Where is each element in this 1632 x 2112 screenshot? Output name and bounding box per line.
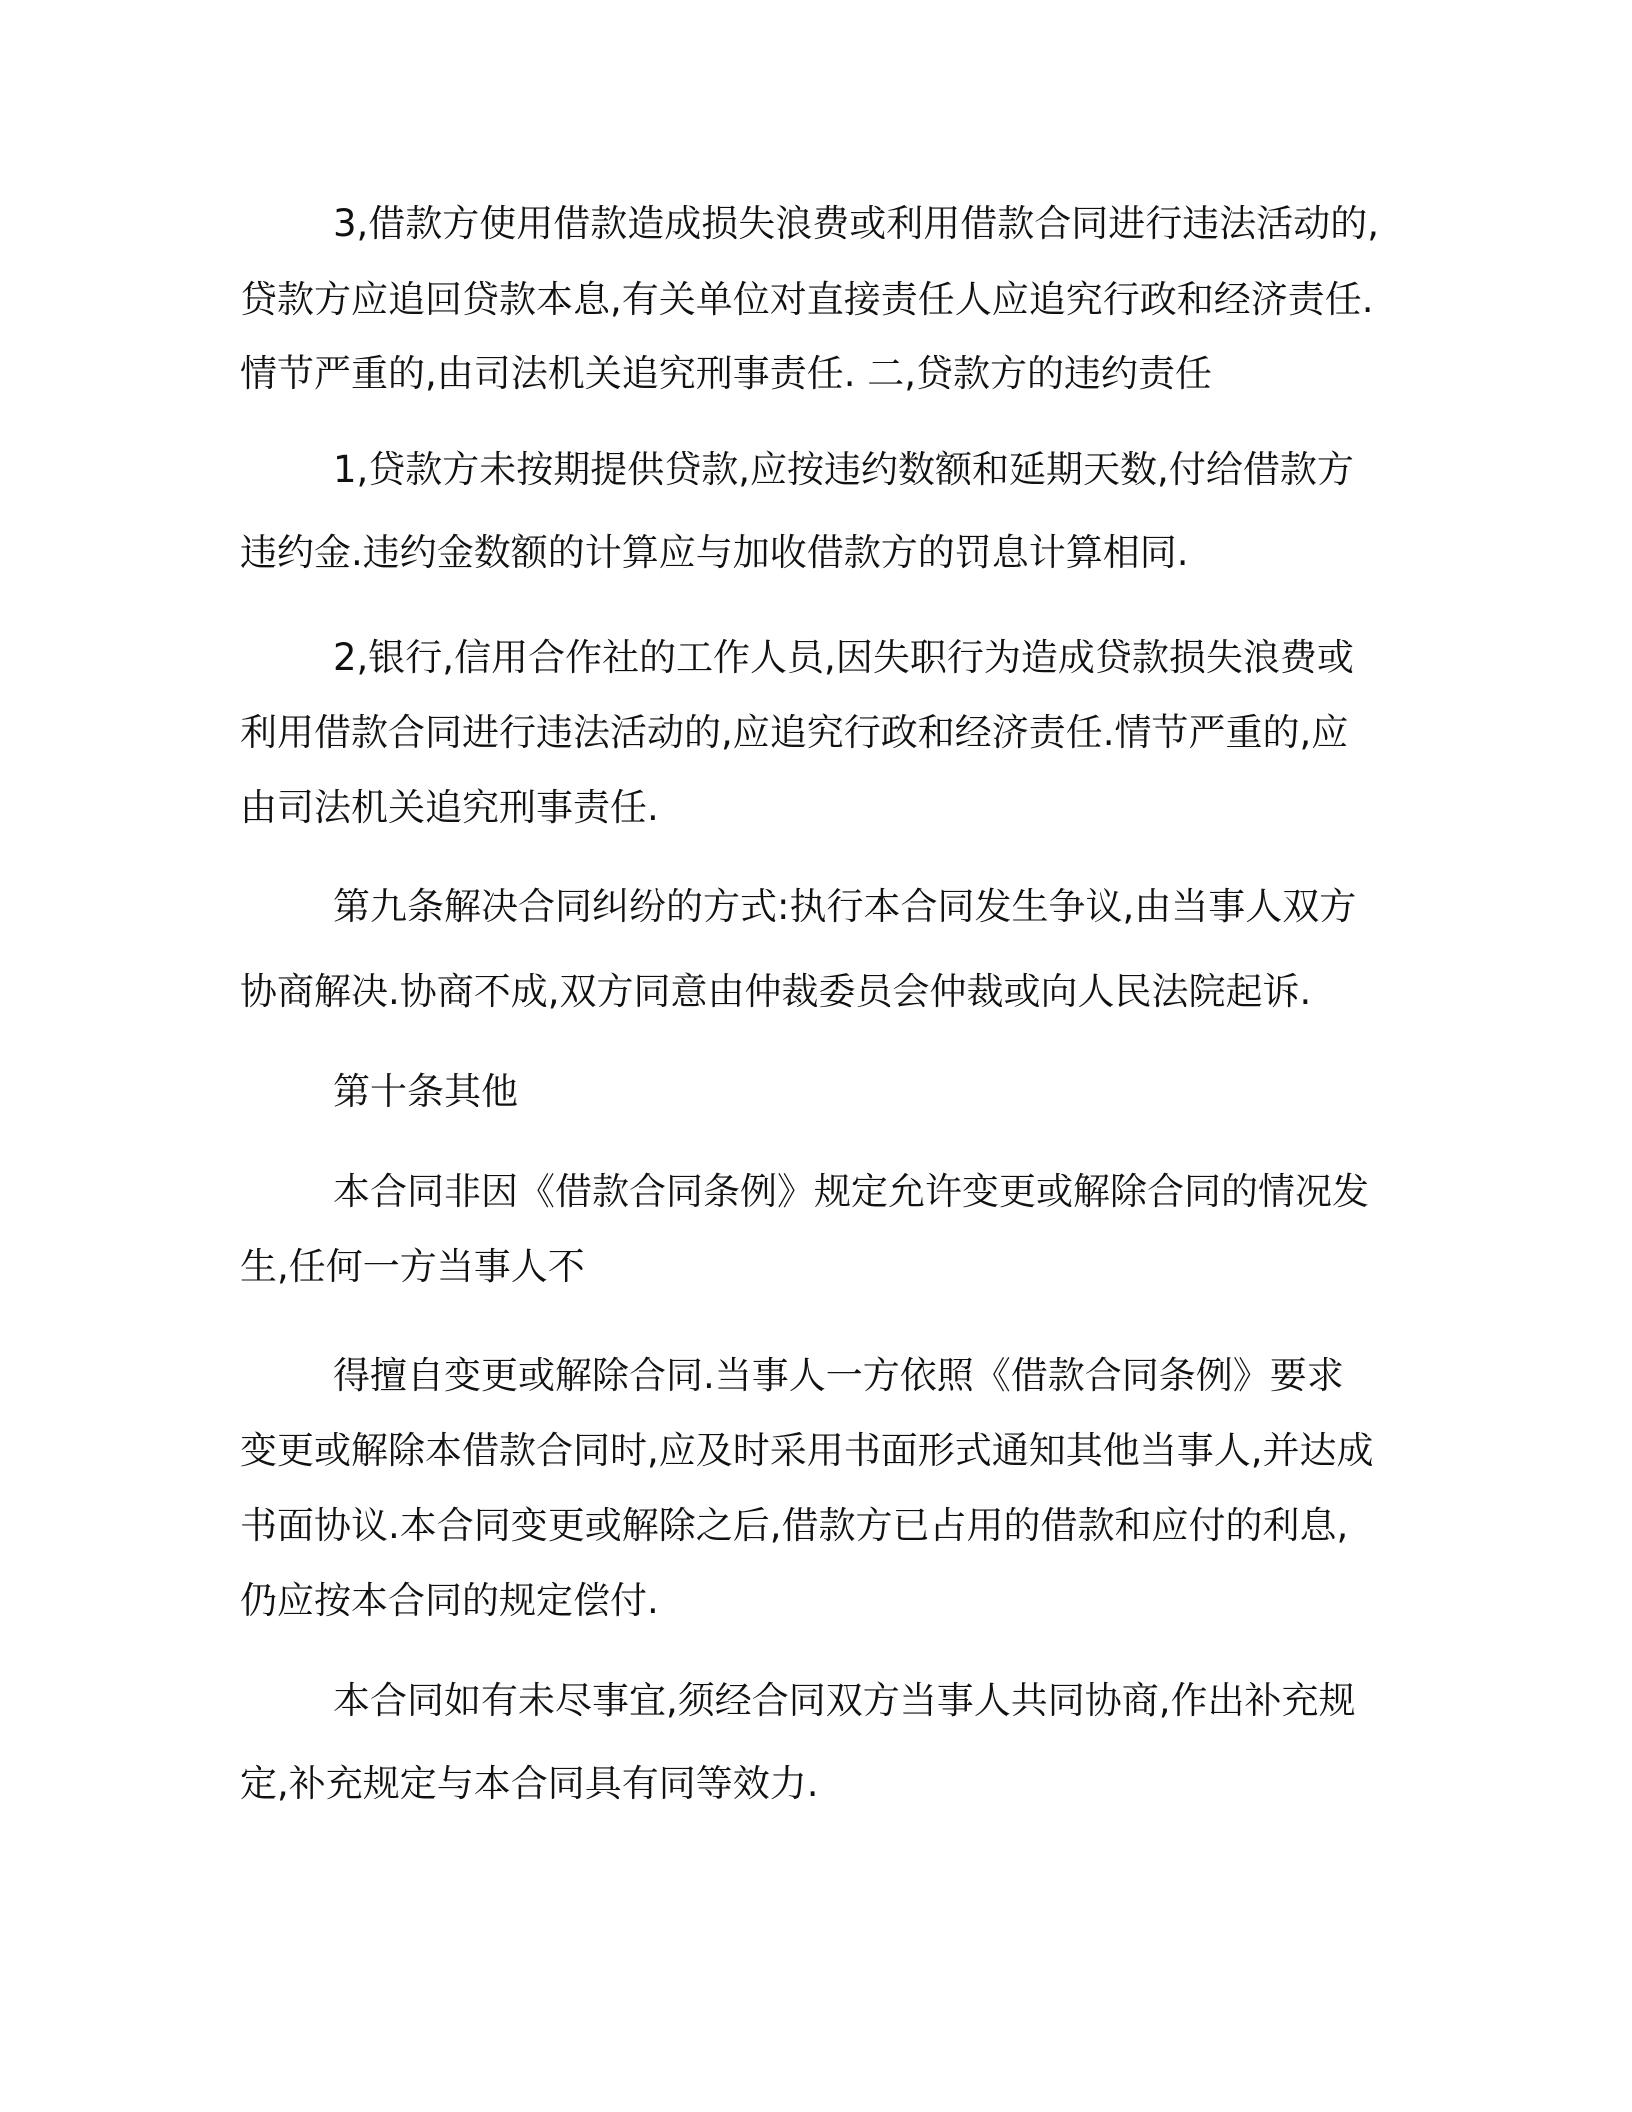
text-line: 本合同非因《借款合同条例》规定允许变更或解除合同的情况发 <box>333 1170 1369 1213</box>
text-line: 利用借款合同进行违法活动的,应追究行政和经济责任.情节严重的,应 <box>240 711 1349 754</box>
text-line: 变更或解除本借款合同时,应及时采用书面形式通知其他当事人,并达成 <box>240 1429 1374 1472</box>
text-line: 违约金.违约金数额的计算应与加收借款方的罚息计算相同. <box>240 531 1189 574</box>
text-line: 2,银行,信用合作社的工作人员,因失职行为造成贷款损失浪费或 <box>333 636 1354 679</box>
text-line: 1,贷款方未按期提供贷款,应按违约数额和延期天数,付给借款方 <box>333 448 1354 491</box>
text-line: 定,补充规定与本合同具有同等效力. <box>240 1762 819 1805</box>
text-line: 3,借款方使用借款造成损失浪费或利用借款合同进行违法活动的, <box>333 202 1380 245</box>
text-line: 第九条解决合同纠纷的方式:执行本合同发生争议,由当事人双方 <box>333 885 1357 928</box>
text-line: 情节严重的,由司法机关追究刑事责任. 二,贷款方的违约责任 <box>240 352 1213 395</box>
text-line: 协商解决.协商不成,双方同意由仲裁委员会仲裁或向人民法院起诉. <box>240 970 1312 1013</box>
text-line: 生,任何一方当事人不 <box>240 1245 585 1288</box>
text-line: 第十条其他 <box>333 1070 518 1113</box>
text-line: 本合同如有未尽事宜,须经合同双方当事人共同协商,作出补充规 <box>333 1679 1356 1722</box>
text-line: 由司法机关追究刑事责任. <box>240 786 659 829</box>
text-line: 仍应按本合同的规定偿付. <box>240 1579 659 1622</box>
text-line: 得擅自变更或解除合同.当事人一方依照《借款合同条例》要求 <box>333 1354 1344 1397</box>
text-line: 书面协议.本合同变更或解除之后,借款方已占用的借款和应付的利息, <box>240 1504 1349 1547</box>
text-line: 贷款方应追回贷款本息,有关单位对直接责任人应追究行政和经济责任. <box>240 278 1374 321</box>
